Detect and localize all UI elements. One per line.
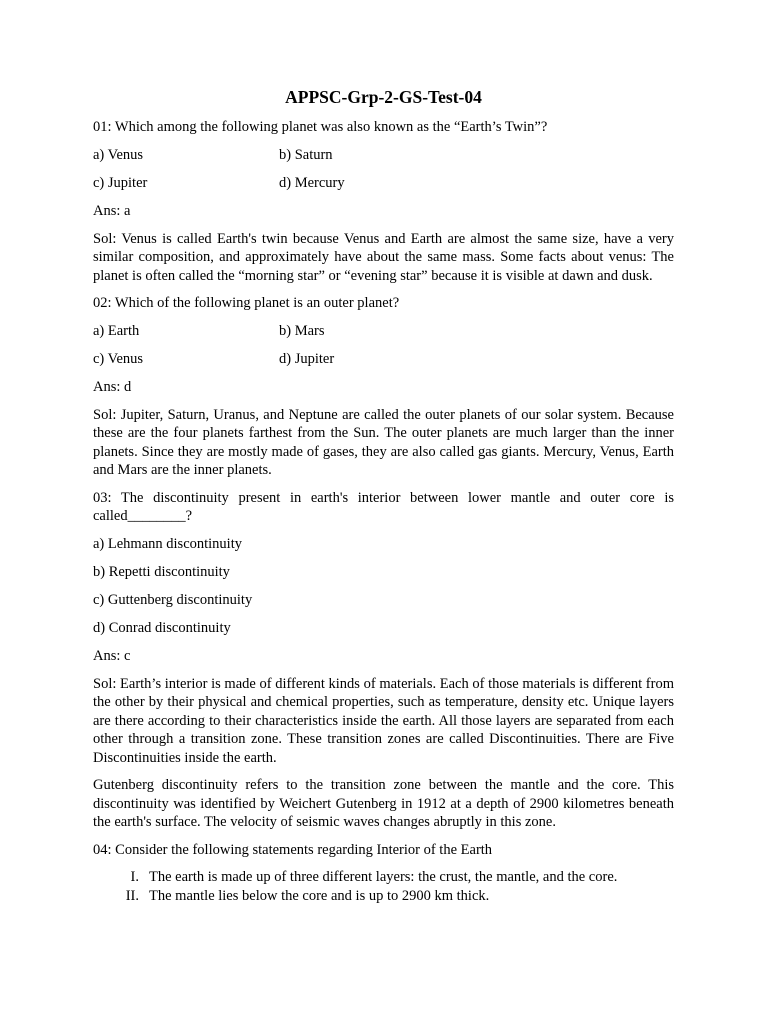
question-text: 01: Which among the following planet was also known as the “Earth’s Twin”? xyxy=(93,119,548,135)
answer-text: Ans: c xyxy=(93,647,131,664)
answer-text: Ans: a xyxy=(93,202,131,219)
option-d: d) Jupiter xyxy=(279,350,335,367)
option-a: a) Venus xyxy=(93,146,144,163)
option-d: d) Conrad discontinuity xyxy=(93,619,231,636)
options-grid xyxy=(93,146,674,193)
statement-list xyxy=(93,868,674,905)
option-a: a) Earth xyxy=(93,322,140,339)
solution-text: Sol: Venus is called Earth's twin because Venus and Earth are almost the same size, have a very similar composition, and approximately have about the same mass. Some facts about venus: The planet is often called the “morning star” or “evening star” because it is visible at dawn and dusk. xyxy=(93,230,674,284)
option-b: b) Repetti discontinuity xyxy=(93,563,230,580)
option-c: c) Guttenberg discontinuity xyxy=(93,591,253,608)
question-text: 04: Consider the following statements regarding Interior of the Earth xyxy=(93,841,493,858)
statement-text: The earth is made up of three different layers: the crust, the mantle, and the core. xyxy=(149,869,618,885)
options-grid xyxy=(93,322,674,369)
answer-text: Ans: d xyxy=(93,378,132,395)
solution-text: Sol: Earth’s interior is made of different kinds of materials. Each of those materials is different from the other by their physical and chemical properties, such as temperature, density etc. Unique layers are there according to their characteristics inside the earth. All those layers are separated from each other through a transition zone. These transition zones are called Discontinuities. There are Five Discontinuities inside the earth. xyxy=(93,675,674,766)
question-text: 03: The discontinuity present in earth's interior between lower mantle and outer core is called________? xyxy=(93,489,674,524)
option-d: d) Mercury xyxy=(279,174,345,191)
question-text: 02: Which of the following planet is an outer planet? xyxy=(93,295,400,311)
option-a: a) Lehmann discontinuity xyxy=(93,535,242,552)
statement-item xyxy=(93,868,674,887)
page-title: APPSC-Grp-2-GS-Test-04 xyxy=(285,87,482,107)
document-content xyxy=(93,86,674,905)
statement-item xyxy=(93,887,674,906)
question-block-3 xyxy=(93,489,674,832)
statement-text: The mantle lies below the core and is up to 2900 km thick. xyxy=(149,887,490,904)
option-c: c) Jupiter xyxy=(93,174,148,191)
option-b: b) Saturn xyxy=(279,146,333,163)
question-block-2 xyxy=(93,294,674,480)
question-block-1 xyxy=(93,118,674,285)
statement-number: II. xyxy=(125,887,139,904)
solution-text-2: Gutenberg discontinuity refers to the transition zone between the mantle and the core. This discontinuity was identified by Weichert Gutenberg in 1912 at a depth of 2900 kilometres beneath the earth's surface. The velocity of seismic waves changes abruptly in this zone. xyxy=(93,777,674,830)
statement-number: I. xyxy=(130,869,139,885)
question-block-4 xyxy=(93,841,674,906)
solution-text: Sol: Jupiter, Saturn, Uranus, and Neptune are called the outer planets of our solar system. Because these are the four planets farthest from the Sun. The outer planets are much larger than the inner planets. Since they are mostly made of gases, they are also called gas giants. Mercury, Venus, Earth and Mars are the inner planets. xyxy=(93,406,674,478)
option-b: b) Mars xyxy=(279,322,325,339)
option-c: c) Venus xyxy=(93,350,144,367)
